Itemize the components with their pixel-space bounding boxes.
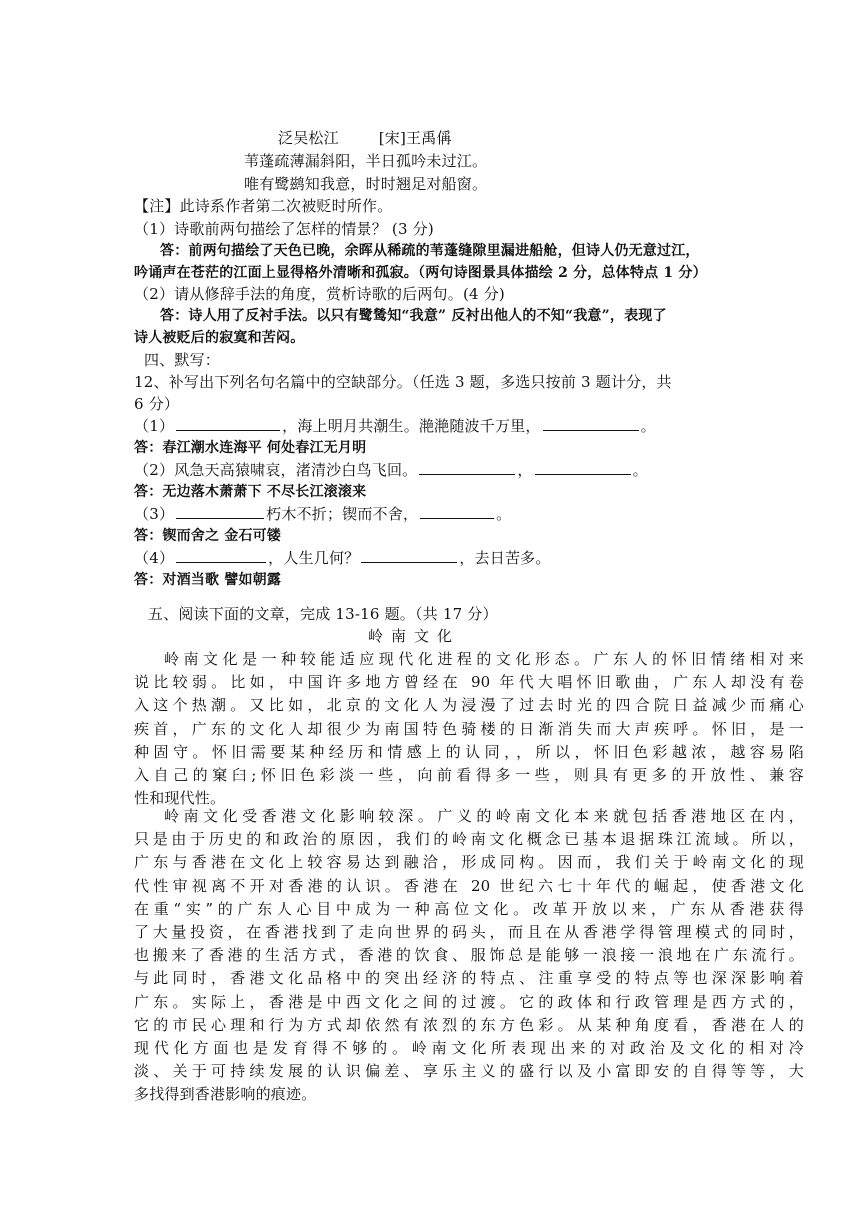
blank-2a [419, 460, 515, 475]
fill-item-4-answer: 答：对酒当歌 譬如朝露 [134, 572, 282, 588]
section-5-heading: 五、阅读下面的文章，完成 13-16 题。（共 17 分） [148, 605, 498, 623]
article-line: 岭南文化是一种较能适应现代化进程的文化形态。广东人的怀旧情绪相对来 [164, 650, 804, 668]
fill-item-2: （2）风急天高猿啸哀，渚清沙白鸟飞回。 ， 。 [134, 461, 648, 479]
q2-answer-line-1: 答：诗人用了反衬手法。以只有鹭鸶知“我意” 反衬出他人的不知“我意”，表现了 [160, 308, 667, 324]
blank-4b [361, 548, 457, 563]
article-line: 疾首，广东的文化人却很少为南国特色骑楼的日渐消失而大声疾呼。怀旧，是一 [134, 719, 804, 738]
q2-answer-line-2: 诗人被贬后的寂寞和苦闷。 [134, 330, 305, 346]
blank-4a [176, 548, 266, 563]
poem-line-2: 唯有鹭鹚知我意，时时翘足对船窗。 [244, 175, 488, 193]
q2-question: （2）请从修辞手法的角度，赏析诗歌的后两句。(4 分) [134, 285, 505, 303]
blank-1b [543, 416, 639, 431]
poem-title-line [278, 128, 452, 148]
article-line: 种固守。怀旧需要某种经历和情感上的认同，，所以，怀旧色彩越浓，越容易陷 [134, 742, 804, 761]
poem-author: [宋]王禹偁 [378, 129, 452, 147]
poem-note: 【注】此诗系作者第二次被贬时所作。 [134, 197, 393, 215]
article-line: 性和现代性。 [134, 789, 226, 808]
q1-answer-line-2: 吟诵声在苍茫的江面上显得格外清晰和孤寂。（两句诗图景具体描绘 2 分，总体特点 1 分） [134, 265, 707, 281]
article-line: 了大量投资，在香港找到了走向世界的码头，而且在从香港学得管理模式的同时， [134, 923, 804, 941]
poem-line-1: 苇蓬疏薄漏斜阳，半日孤吟未过江。 [244, 152, 488, 170]
q12-line-2: 6 分） [134, 395, 180, 413]
article-line: 代性审视离不开对香港的认识。香港在 20 世纪六七十年代的崛起，使香港文化 [134, 876, 804, 895]
q12-line-1: 12、补写出下列名句名篇中的空缺部分。（任选 3 题，多选只按前 3 题计分，共 [134, 373, 672, 391]
article-line: 广东与香港在文化上较容易达到融洽，形成同构。因而，我们关于岭南文化的现 [134, 853, 804, 872]
q1-answer-line-1: 答：前两句描绘了天色已晚，余晖从稀疏的苇蓬缝隙里漏进船舱，但诗人仍无意过江， [160, 243, 700, 259]
fill-item-4: （4） ，人生几何？ ，去日苦多。 [134, 549, 551, 567]
fill-item-1-answer: 答：春江潮水连海平 何处春江无月明 [134, 440, 367, 456]
blank-1a [176, 416, 280, 431]
article-line: 入自己的窠臼;怀旧色彩淡一些，向前看得多一些，则具有更多的开放性、兼容 [134, 766, 804, 784]
article-line: 淡、关于可持续发展的认识偏差、享乐主义的盛行以及小富即安的自得等等，大 [134, 1062, 804, 1081]
blank-3b [420, 504, 494, 519]
article-line: 它的市民心理和行为方式却依然有浓烈的东方色彩。从某种角度看，香港在人的 [134, 1015, 804, 1034]
fill-item-1: （1） ，海上明月共潮生。滟滟随波千万里， 。 [134, 417, 656, 435]
blank-3a [176, 504, 264, 519]
article-line: 与此同时，香港文化品格中的突出经济的特点、注重享受的特点等也深深影响着 [134, 969, 804, 988]
article-line: 在重“实”的广东人心目中成为一种高位文化。改革开放以来，广东从香港获得 [134, 899, 804, 918]
article-line: 岭南文化受香港文化影响较深。广义的岭南文化本来就包括香港地区在内， [164, 807, 804, 825]
article-line: 入这个热潮。又比如，北京的文化人为浸漫了过去时光的四合院日益减少而痛心 [134, 696, 804, 715]
fill-item-3-answer: 答：锲而舍之 金石可镂 [134, 528, 282, 544]
article-line: 多找得到香港影响的痕迹。 [134, 1085, 317, 1104]
article-line: 说比较弱。比如，中国许多地方曾经在 90 年代大唱怀旧歌曲，广东人却没有卷 [134, 673, 804, 692]
article-line: 也搬来了香港的生活方式，香港的饮食、服饰总是能够一浪接一浪地在广东流行。 [134, 946, 804, 965]
section-4-heading: 四、默写： [144, 351, 221, 369]
fill-item-2-answer: 答：无边落木萧萧下 不尽长江滚滚来 [134, 484, 367, 500]
poem-title: 泛吴松江 [278, 129, 339, 147]
article-line: 只是由于历史的和政治的原因，我们的岭南文化概念已基本退据珠江流域。所以， [134, 830, 804, 849]
fill-item-3: （3） 朽木不折；锲而不舍， 。 [134, 505, 512, 523]
q1-question: （1）诗歌前两句描绘了怎样的情景？ (3 分) [134, 220, 434, 238]
article-line: 现代化方面也是发育得不够的。岭南文化所表现出来的对政治及文化的相对冷 [134, 1039, 804, 1057]
article-title: 岭南文化 [368, 627, 461, 645]
article-line: 广东。实际上，香港是中西文化之间的过渡。它的政体和行政管理是西方式的， [134, 992, 804, 1011]
blank-2b [535, 460, 631, 475]
